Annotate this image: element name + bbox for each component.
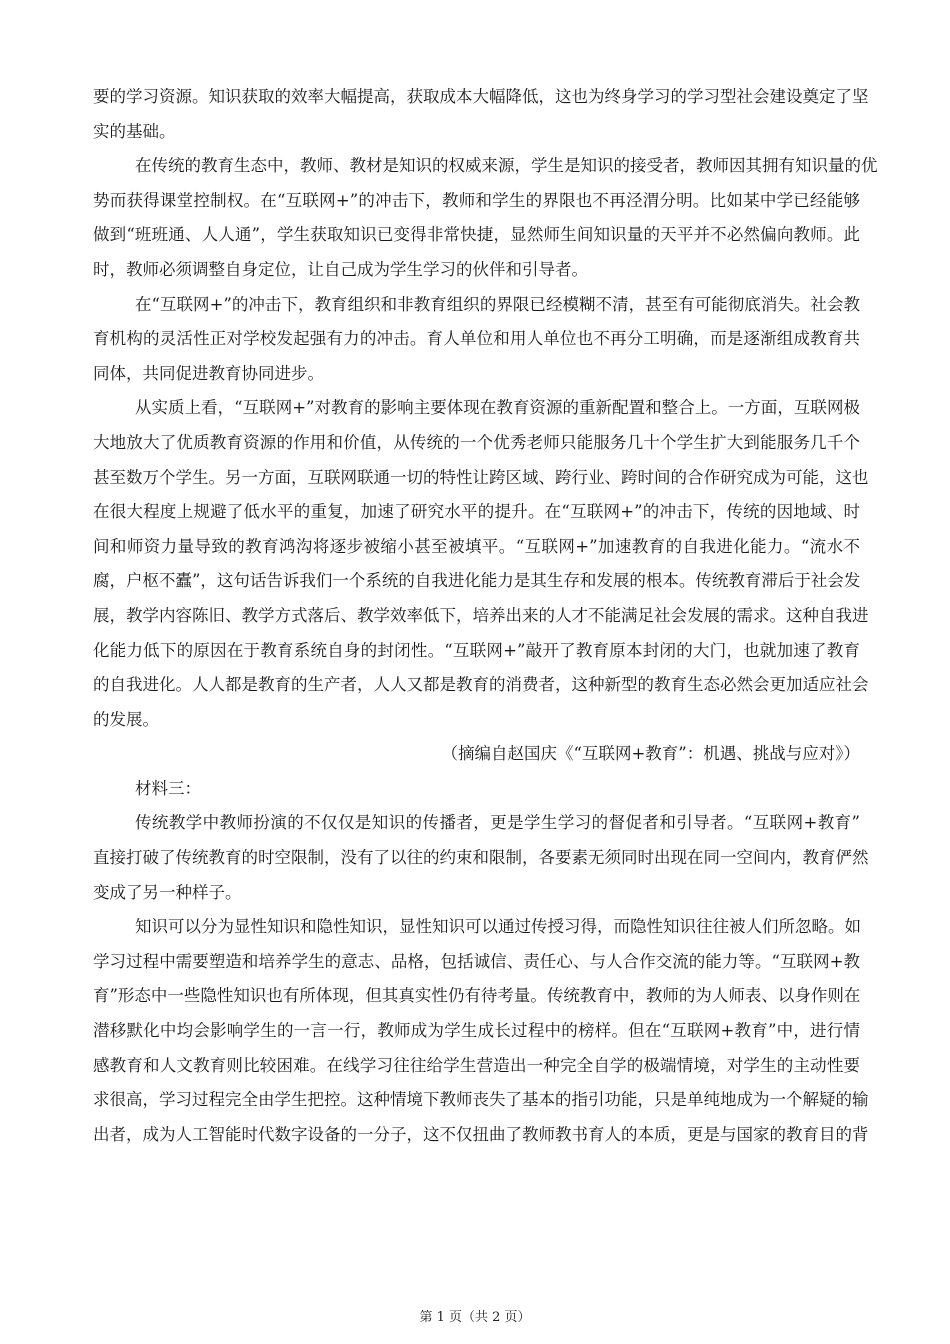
body-paragraph	[93, 391, 869, 737]
material3-paragraph	[93, 910, 869, 1152]
text-line: 知识可以分为显性知识和隐性知识，显性知识可以通过传授习得，而隐性知识往往被人们所忽略。如	[135, 917, 861, 937]
text-line: 出者，成为人工智能时代数字设备的一分子，这不仅扭曲了教师教书育人的本质，更是与国家的教育目的背	[93, 1124, 869, 1144]
document-body	[93, 80, 878, 1152]
text-line: 势而获得课堂控制权。在“互联网+”的冲击下，教师和学生的界限也不再泾渭分明。比如某中学已经能够	[93, 190, 860, 210]
text-line: 时，教师必须调整自身定位，让自己成为学生学习的伙伴和引导者。	[93, 259, 588, 279]
text-line: 直接打破了传统教育的时空限制，没有了以往的约束和限制，各要素无须同时出现在同一空间内，教育俨然	[93, 848, 869, 868]
text-line: 大地放大了优质教育资源的作用和价值，从传统的一个优秀老师只能服务几十个学生扩大到能服务几千个	[93, 432, 860, 452]
text-line: 间和师资力量导致的教育鸿沟将逐步被缩小甚至被填平。“互联网+”加速教育的自我进化能力。“流水不	[93, 536, 860, 556]
body-paragraph	[93, 288, 860, 392]
text-line: 变成了另一种样子。	[93, 882, 242, 902]
text-line: 的发展。	[93, 709, 159, 729]
body-paragraph	[93, 80, 869, 149]
text-line: 做到“班班通、人人通”，学生获取知识已变得非常快捷，显然师生间知识量的天平并不必然偏向教师。此	[93, 225, 860, 245]
text-line: 甚至数万个学生。另一方面，互联网联通一切的特性让跨区域、跨行业、跨时间的合作研究成为可能，这也	[93, 467, 869, 487]
page-footer: 第 1 页（共 2 页）	[419, 1310, 531, 1325]
body-paragraph	[93, 149, 878, 287]
text-line: 展，教学内容陈旧、教学方式落后、教学效率低下，培养出来的人才不能满足社会发展的需求。这种自我进	[93, 605, 869, 625]
text-line: 育机构的灵活性正对学校发起强有力的冲击。育人单位和用人单位也不再分工明确，而是逐渐组成教育共	[93, 329, 860, 349]
text-line: 同体，共同促进教育协同进步。	[93, 363, 324, 383]
text-line: 在很大程度上规避了低水平的重复，加速了研究水平的提升。在“互联网+”的冲击下，传统的因地域、时	[93, 502, 860, 522]
text-line: 要的学习资源。知识获取的效率大幅提高，获取成本大幅降低，这也为终身学习的学习型社会建设奠定了坚	[93, 87, 869, 106]
material3-paragraph	[93, 806, 869, 910]
text-line: 的自我进化。人人都是教育的生产者，人人又都是教育的消费者，这种新型的教育生态必然会更加适应社会	[93, 675, 869, 695]
text-line: 学习过程中需要塑造和培养学生的意志、品格，包括诚信、责任心、与人合作交流的能力等。“互联网+教	[93, 951, 860, 971]
text-line: 实的基础。	[93, 121, 176, 141]
text-line: 腐，户枢不蠹”，这句话告诉我们一个系统的自我进化能力是其生存和发展的根本。传统教育滞后于社会发	[93, 571, 861, 591]
source-citation: （摘编自赵国庆《“互联网+教育”：机遇、挑战与应对》）	[441, 744, 860, 764]
text-line: 在“互联网+”的冲击下，教育组织和非教育组织的界限已经模糊不清，甚至有可能彻底消失。社会教	[135, 294, 860, 314]
text-line: 在传统的教育生态中，教师、教材是知识的权威来源，学生是知识的接受者，教师因其拥有知识量的优	[135, 156, 878, 176]
text-line: 潜移默化中均会影响学生的一言一行，教师成为学生成长过程中的榜样。但在“互联网+教育”中，进行情	[93, 1021, 860, 1041]
text-line: 从实质上看，“互联网+”对教育的影响主要体现在教育资源的重新配置和整合上。一方面，互联网极	[135, 398, 860, 418]
material-label: 材料三：	[135, 778, 201, 798]
text-line: 感教育和人文教育则比较困难。在线学习往往给学生营造出一种完全自学的极端情境，对学生的主动性要	[93, 1055, 860, 1075]
text-line: 求很高，学习过程完全由学生把控。这种情境下教师丧失了基本的指引功能，只是单纯地成为一个解疑的输	[93, 1090, 869, 1110]
text-line: 传统教学中教师扮演的不仅仅是知识的传播者，更是学生学习的督促者和引导者。“互联网+教育”	[135, 813, 860, 833]
text-line: 化能力低下的原因在于教育系统自身的封闭性。“互联网+”敲开了教育原本封闭的大门，也就加速了教育	[93, 640, 860, 660]
text-line: 育”形态中一些隐性知识也有所体现，但其真实性仍有待考量。传统教育中，教师的为人师表、以身作则在	[93, 986, 861, 1006]
